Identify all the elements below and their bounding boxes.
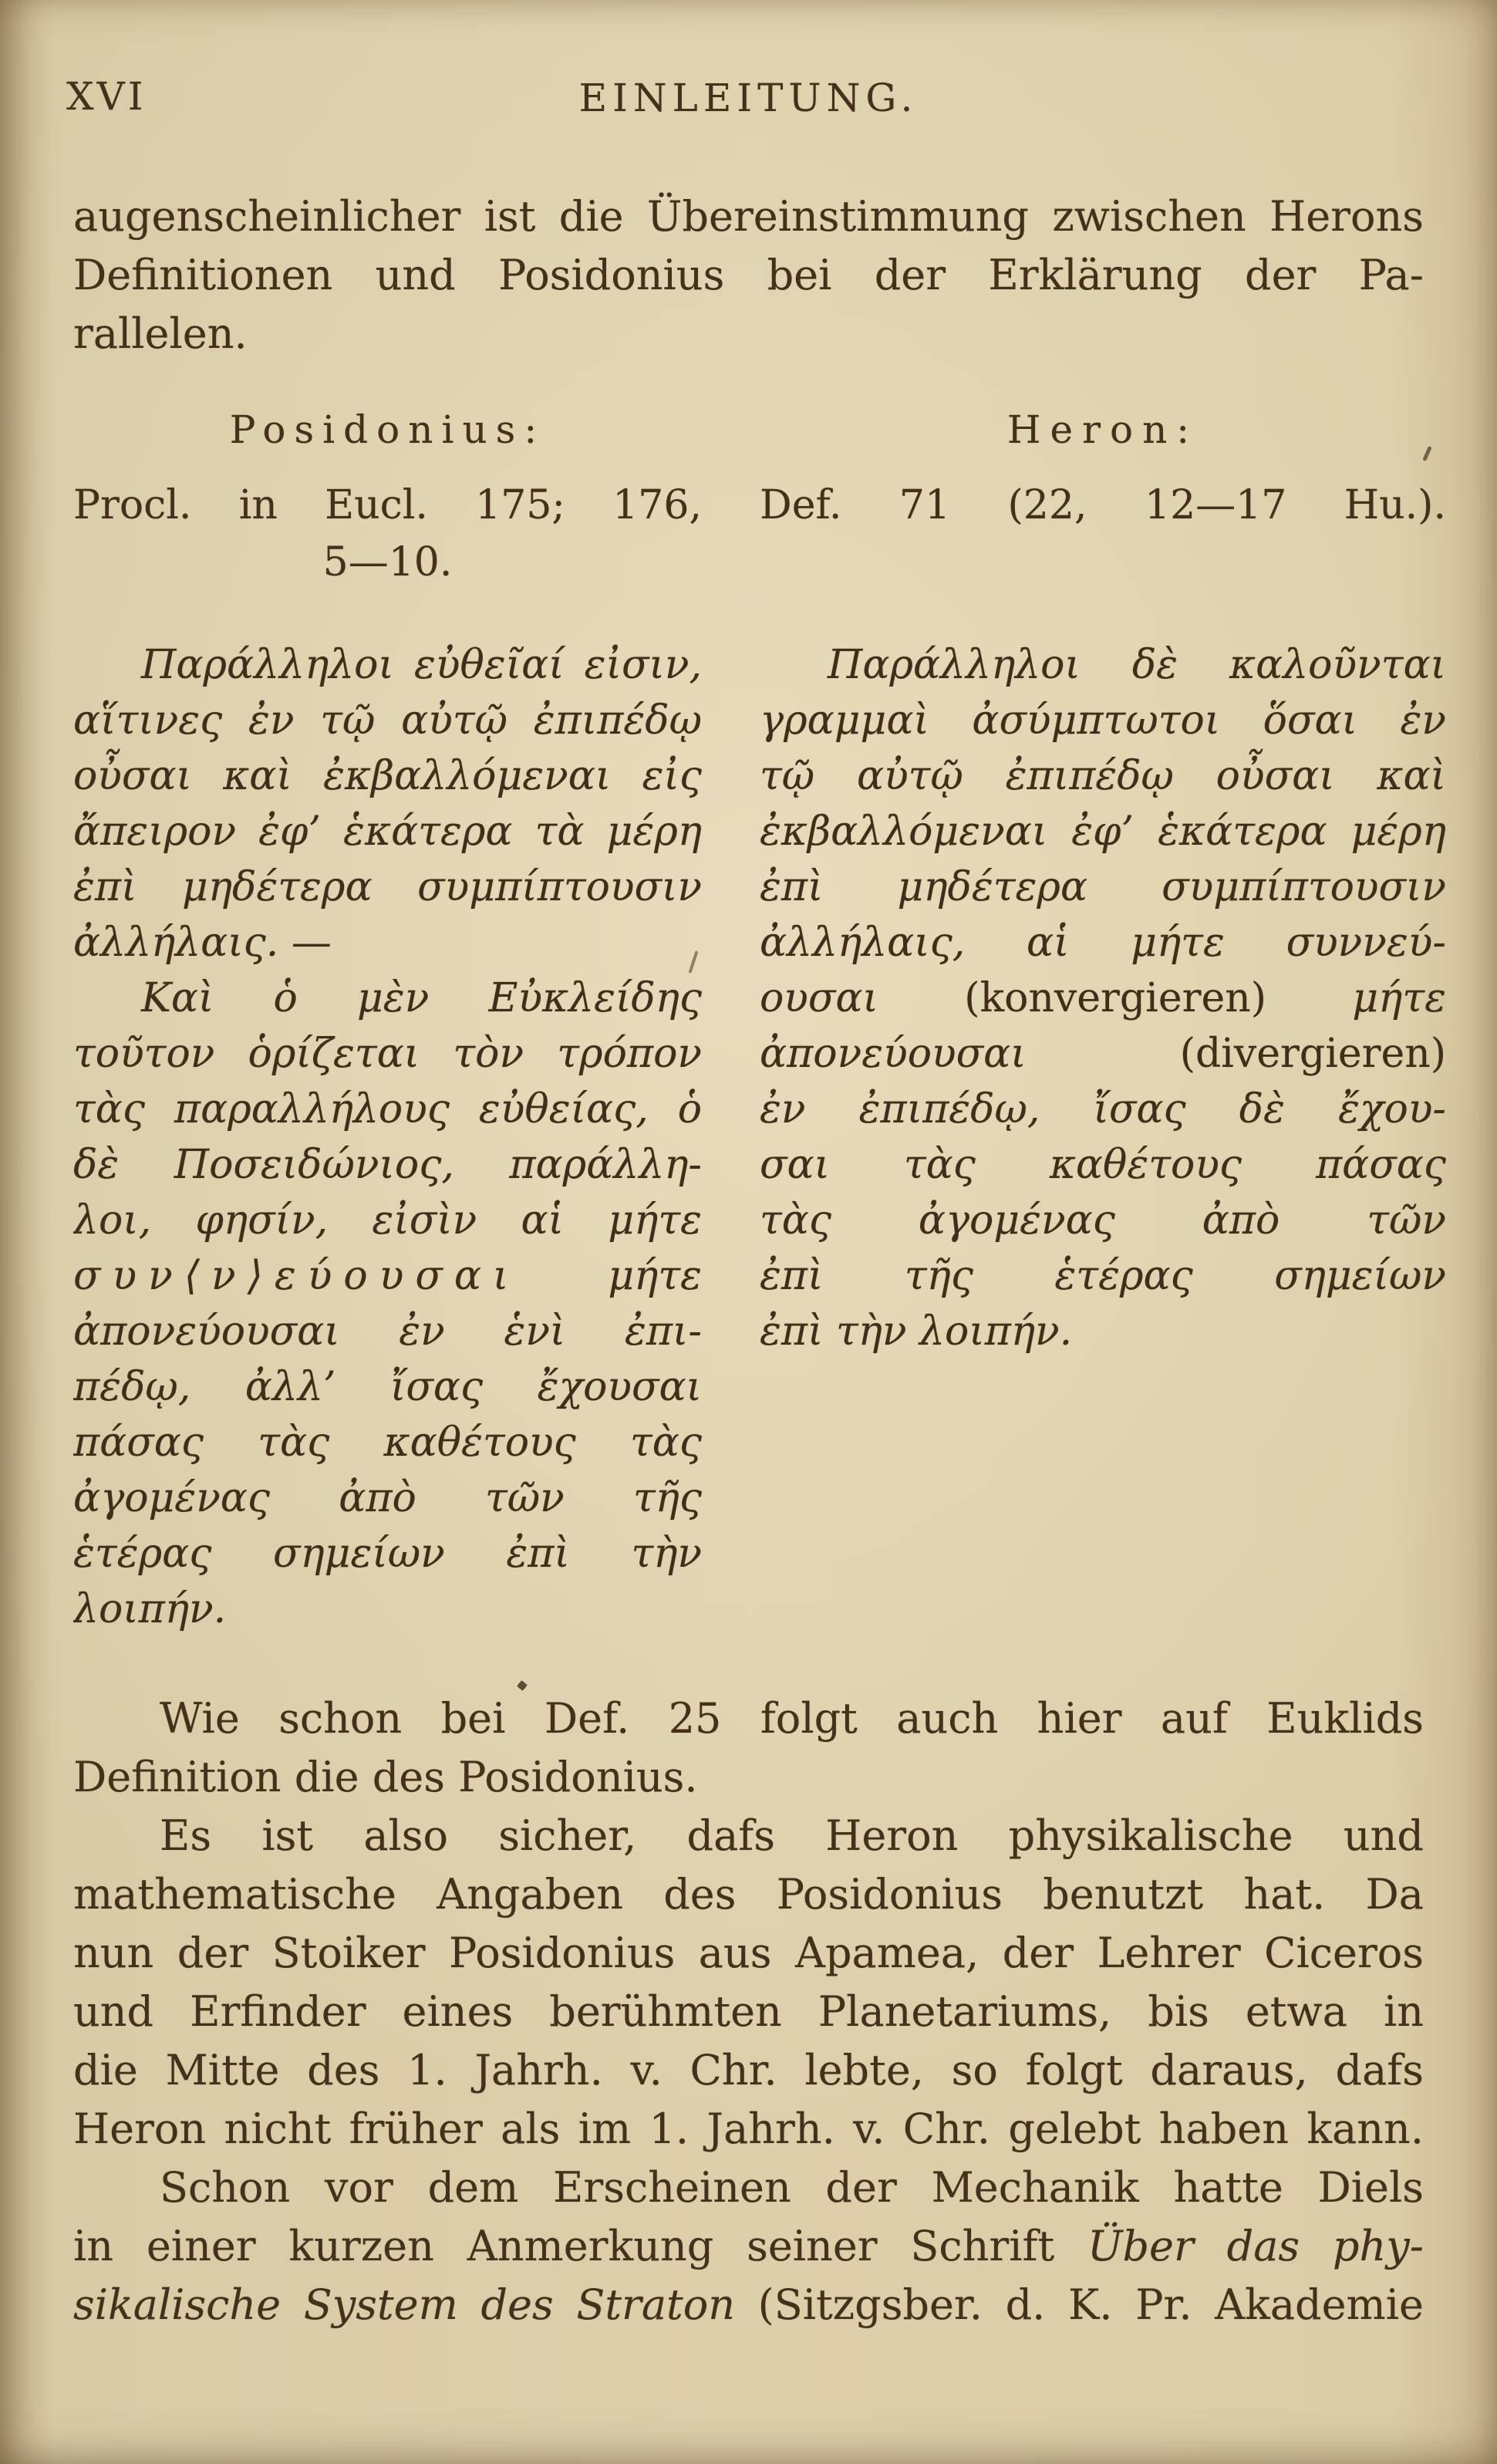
text-line: λοι, φησίν, εἰσὶν αἱ μήτε: [73, 1197, 702, 1244]
page-number: XVI: [66, 74, 147, 119]
heron-greek-column: [760, 637, 1446, 1359]
text-line: γραμμαὶ ἀσύμπτωτοι ὅσαι ἐν: [760, 697, 1446, 744]
text-line: Def. 71 (22, 12—17 Hu.).: [760, 482, 1446, 528]
intro-paragraph: [73, 187, 1424, 363]
text-line: ἑτέρας σημείων ἐπὶ τὴν: [73, 1531, 702, 1577]
heron-reference: [760, 477, 1446, 534]
text-line: συν⟨ν⟩εύουσαι μήτε: [73, 1253, 702, 1299]
roman-gloss: (divergieren): [1179, 1031, 1446, 1077]
text-line: die Mitte des 1. Jahrh. v. Chr. lebte, so folgt daraus, dafs: [73, 2046, 1424, 2094]
text-line: ἐπὶ μηδέτερα συμπίπτουσιν: [760, 864, 1446, 910]
text-line: Schon vor dem Erscheinen der Mechanik hatte Diels: [160, 2163, 1424, 2212]
text-line: Heron nicht früher als im 1. Jahrh. v. Chr. gelebt haben kann.: [73, 2105, 1424, 2153]
text-line: Definition die des Posidonius.: [73, 1753, 698, 1801]
text-line: τῷ αὐτῷ ἐπιπέδῳ οὖσαι καὶ: [760, 753, 1446, 799]
text-line: Definitionen und Posidonius bei der Erklärung der Pa-: [73, 251, 1424, 299]
text-line: λοιπήν.: [73, 1586, 227, 1632]
text-line: 5—10.: [322, 539, 453, 586]
text-line: mathematische Angaben des Posidonius benutzt hat. Da: [73, 1870, 1424, 1919]
posidonius-greek-column: [73, 637, 702, 1637]
text-line: nun der Stoiker Posidonius aus Apamea, der Lehrer Ciceros: [73, 1929, 1424, 1977]
text-line: ἐπὶ μηδέτερα συμπίπτουσιν: [73, 864, 702, 910]
roman-gloss: (konvergieren): [964, 975, 1266, 1021]
column-header-posidonius: Posidonius:: [229, 407, 546, 452]
text-line: rallelen.: [73, 309, 248, 358]
text-line: ἐπὶ τῆς ἑτέρας σημείων: [760, 1253, 1446, 1299]
posidonius-reference: [73, 477, 702, 591]
text-line: ἀλλήλαις, αἱ μήτε συννεύ-: [760, 920, 1446, 966]
italic-text: sikalische System des Straton: [73, 2280, 736, 2329]
text-line: ἀλλήλαις. —: [73, 920, 332, 966]
text-line: τὰς ἀγομένας ἀπὸ τῶν: [760, 1197, 1446, 1244]
letterspaced-text: συν⟨ν⟩εύουσαι: [73, 1253, 521, 1299]
text-line: δὲ Ποσειδώνιος, παράλλη-: [73, 1142, 702, 1188]
text-line: und Erfinder eines berühmten Planetariums, bis etwa in: [73, 1987, 1424, 2036]
text-line: Παράλληλοι δὲ καλοῦνται: [828, 642, 1446, 688]
running-title: EINLEITUNG.: [578, 76, 919, 120]
text-line: ουσαι (konvergieren) μήτε: [760, 975, 1446, 1021]
text-line: ἀγομένας ἀπὸ τῶν τῆς: [73, 1475, 702, 1521]
closing-paragraphs: [73, 1689, 1424, 2334]
text-line: τοῦτον ὁρίζεται τὸν τρόπον: [73, 1031, 702, 1077]
text-line: Καὶ ὁ μὲν Εὐκλείδης: [141, 975, 702, 1021]
text-line: Παράλληλοι εὐθεῖαί εἰσιν,: [141, 642, 702, 688]
text-line: ἐπὶ τὴν λοιπήν.: [760, 1308, 1073, 1355]
text-line: ἀπονεύουσαι ἐν ἑνὶ ἐπι-: [73, 1308, 702, 1355]
text-line: Es ist also sicher, dafs Heron physikalische und: [160, 1811, 1424, 1860]
text-line: ἀπονεύουσαι (divergieren): [760, 1031, 1446, 1077]
text-line: Wie schon bei Def. 25 folgt auch hier auf Euklids: [160, 1694, 1424, 1743]
italic-text: Über das phy-: [1087, 2222, 1424, 2270]
text-line: πέδῳ, ἀλλ’ ἴσας ἔχουσαι: [73, 1364, 702, 1410]
text-line: σαι τὰς καθέτους πάσας: [760, 1142, 1446, 1188]
column-header-heron: Heron:: [1006, 407, 1199, 452]
text-line: πάσας τὰς καθέτους τὰς: [73, 1419, 702, 1466]
text-line: ἄπειρον ἐφ’ ἑκάτερα τὰ μέρη: [73, 808, 702, 855]
text-line: τὰς παραλλήλους εὐθείας, ὁ: [73, 1086, 702, 1132]
text-line: augenscheinlicher ist die Übereinstimmung zwischen Herons: [73, 192, 1424, 241]
text-line: αἵτινες ἐν τῷ αὐτῷ ἐπιπέδῳ: [73, 697, 702, 744]
text-line: οὖσαι καὶ ἐκβαλλόμεναι εἰς: [73, 753, 702, 799]
text-line: ἐν ἐπιπέδῳ, ἴσας δὲ ἔχου-: [760, 1086, 1446, 1132]
text-line: sikalische System des Straton (Sitzgsber. d. K. Pr. Akademie: [73, 2280, 1424, 2329]
text-line: ἐκβαλλόμεναι ἐφ’ ἑκάτερα μέρη: [760, 808, 1446, 855]
text-line: in einer kurzen Anmerkung seiner Schrift Über das phy-: [73, 2222, 1424, 2270]
text-line: Procl. in Eucl. 175; 176,: [73, 482, 702, 528]
